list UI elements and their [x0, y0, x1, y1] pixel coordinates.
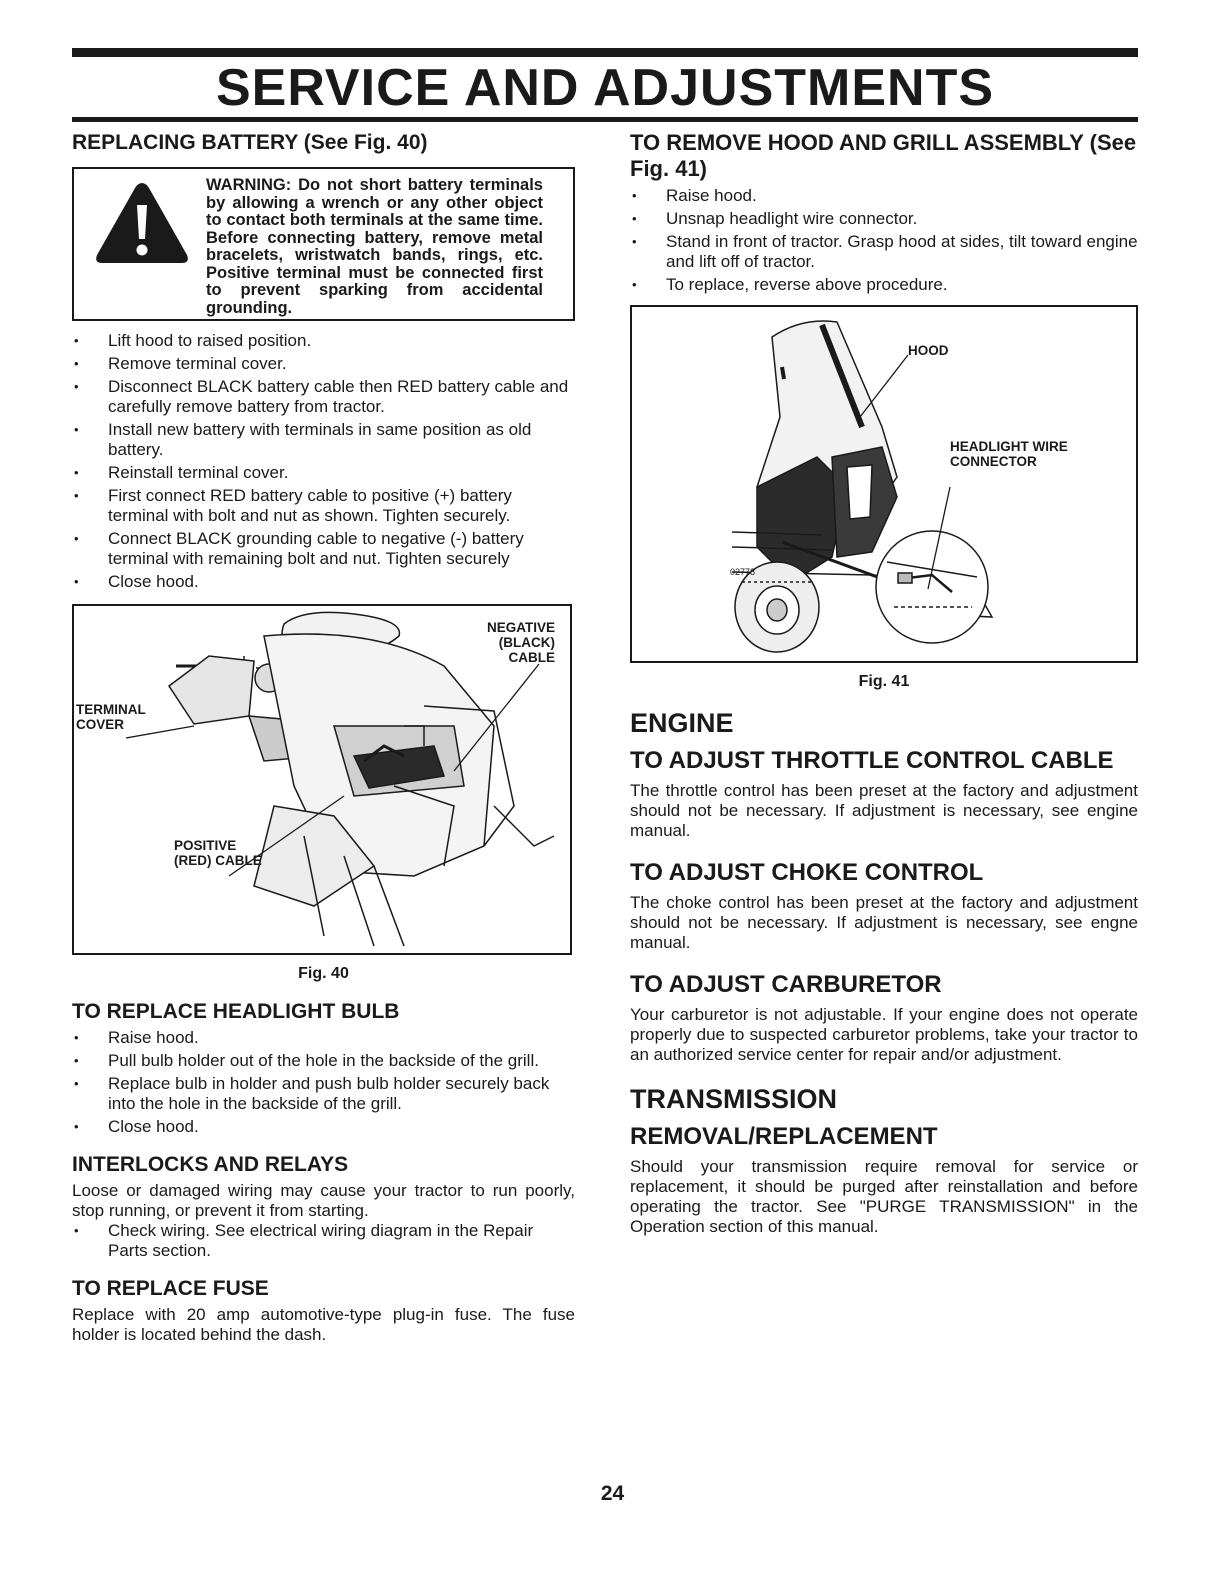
- positive-cable-label: POSITIVE (RED) CABLE: [174, 838, 262, 868]
- battery-steps: [72, 331, 575, 592]
- warning-box: [72, 167, 575, 321]
- negative-cable-label: NEGATIVE (BLACK) CABLE: [486, 620, 555, 665]
- list-item: • Check wiring. See electrical wiring diagram in the Repair Parts section.: [72, 1221, 575, 1261]
- list-item: • Reinstall terminal cover.: [72, 463, 575, 483]
- interlocks-heading: INTERLOCKS AND RELAYS: [72, 1153, 349, 1176]
- carburetor-text: Your carburetor is not adjustable. If your engine does not operate properly due to suspected carburetor problems, take your tractor to an authorized service center for repair and/or adjustment.: [630, 1005, 1138, 1064]
- list-item: • Close hood.: [72, 572, 575, 592]
- list-item: • First connect RED battery cable to positive (+) battery terminal with bolt and nut as shown. Tighten securely.: [72, 486, 575, 526]
- list-item: • Raise hood.: [72, 1028, 575, 1048]
- headlight-steps: [72, 1028, 575, 1137]
- list-item: • Close hood.: [72, 1117, 575, 1137]
- title-underline: [72, 117, 1138, 122]
- figure-41: [630, 305, 1138, 663]
- connector-label: HEADLIGHT WIRE CONNECTOR: [950, 439, 1068, 469]
- hood-illustration: [632, 307, 1136, 661]
- carburetor-heading: TO ADJUST CARBURETOR: [630, 971, 942, 998]
- fuse-heading: TO REPLACE FUSE: [72, 1277, 269, 1300]
- hood-label: HOOD: [908, 343, 949, 358]
- page-number: 24: [600, 1482, 625, 1505]
- engine-section: [630, 707, 1138, 1065]
- battery-section: [72, 130, 575, 983]
- throttle-text: The throttle control has been preset at the factory and adjustment should not be necessary. If adjustment is necessary, see engine manual.: [630, 781, 1138, 840]
- warning-text: WARNING: Do not short battery terminals by allowing a wrench or any other object to contact both terminals at the same time. Before connecting battery, remove metal bracelets, wristwatch bands, rings, etc. Positive terminal must be connected first to prevent sparking from accidental grounding.: [206, 176, 543, 317]
- headlight-heading: TO REPLACE HEADLIGHT BULB: [72, 1000, 400, 1023]
- interlocks-text: Loose or damaged wiring may cause your tractor to run poorly, stop running, or prevent it from starting.: [72, 1181, 575, 1220]
- list-item: • Disconnect BLACK battery cable then RED battery cable and carefully remove battery from tractor.: [72, 377, 575, 417]
- list-item: • Remove terminal cover.: [72, 354, 575, 374]
- interlocks-steps: [72, 1221, 575, 1261]
- removal-text: Should your transmission require removal for service or replacement, it should be purged after reinstallation and before operating the tractor. See "PURGE TRANSMISSION" in the Operation section of this manual.: [630, 1157, 1138, 1236]
- hood-heading: TO REMOVE HOOD AND GRILL ASSEMBLY (See Fig. 41): [630, 130, 1137, 181]
- figure-40-caption: Fig. 40: [298, 965, 349, 982]
- warning-icon: [92, 177, 192, 274]
- hood-section: [630, 130, 1138, 691]
- left-column: [72, 130, 575, 1345]
- removal-heading: REMOVAL/REPLACEMENT: [630, 1123, 938, 1150]
- page-title: SERVICE AND ADJUSTMENTS: [215, 59, 995, 117]
- throttle-heading: TO ADJUST THROTTLE CONTROL CABLE: [630, 747, 1114, 774]
- interlocks-section: [72, 1152, 575, 1261]
- terminal-cover-label: TERMINAL COVER: [76, 702, 146, 732]
- battery-heading: REPLACING BATTERY (See Fig. 40): [72, 131, 428, 154]
- fuse-text: Replace with 20 amp automotive-type plug-in fuse. The fuse holder is located behind the dash.: [72, 1305, 575, 1344]
- list-item: • Connect BLACK grounding cable to negative (-) battery terminal with remaining bolt and nut. Tighten securely: [72, 529, 575, 569]
- list-item: • Pull bulb holder out of the hole in the backside of the grill.: [72, 1051, 575, 1071]
- choke-text: The choke control has been preset at the factory and adjustment should not be necessary. If adjustment is necessary, see engne manual.: [630, 893, 1138, 952]
- list-item: • To replace, reverse above procedure.: [630, 275, 1138, 295]
- choke-heading: TO ADJUST CHOKE CONTROL: [630, 859, 984, 886]
- list-item: • Install new battery with terminals in same position as old battery.: [72, 420, 575, 460]
- list-item: • Lift hood to raised position.: [72, 331, 575, 351]
- transmission-heading: TRANSMISSION: [630, 1084, 838, 1114]
- figure-40: [72, 604, 572, 955]
- list-item: • Replace bulb in holder and push bulb holder securely back into the hole in the backside of the grill.: [72, 1074, 575, 1114]
- transmission-section: [630, 1083, 1138, 1237]
- part-code: 02778: [730, 567, 756, 577]
- top-rule: [72, 48, 1138, 57]
- headlight-section: [72, 999, 575, 1137]
- list-item: • Raise hood.: [630, 186, 1138, 206]
- fuse-section: [72, 1276, 575, 1345]
- right-column: [630, 130, 1138, 1237]
- list-item: • Stand in front of tractor. Grasp hood at sides, tilt toward engine and lift off of tractor.: [630, 232, 1138, 272]
- engine-heading: ENGINE: [630, 708, 734, 738]
- figure-41-caption: Fig. 41: [858, 673, 910, 690]
- hood-steps: [630, 186, 1138, 295]
- list-item: • Unsnap headlight wire connector.: [630, 209, 1138, 229]
